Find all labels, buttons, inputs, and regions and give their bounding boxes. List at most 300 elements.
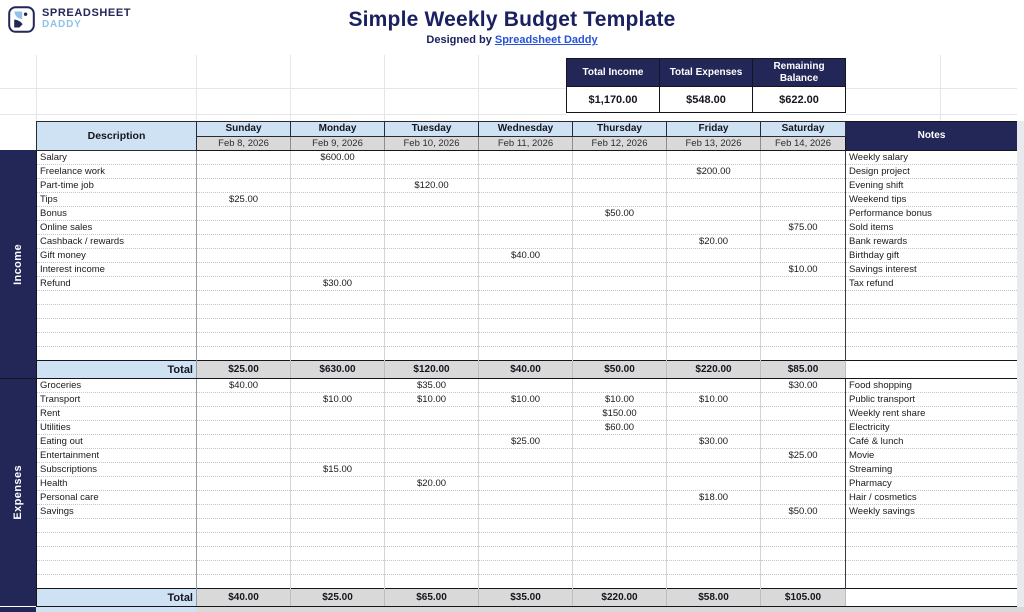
value-cell[interactable] — [479, 491, 573, 505]
value-cell[interactable] — [197, 547, 291, 561]
summary-value-total-expenses[interactable]: $548.00 — [660, 87, 753, 113]
value-cell[interactable] — [667, 249, 761, 263]
day-header-monday[interactable]: Monday — [291, 122, 385, 137]
value-cell[interactable] — [761, 463, 846, 477]
value-cell[interactable] — [385, 165, 479, 179]
value-cell[interactable] — [573, 333, 667, 347]
summary-header-total-income[interactable]: Total Income — [567, 59, 660, 87]
total-value-cell[interactable]: $630.00 — [291, 361, 385, 379]
value-cell[interactable] — [197, 477, 291, 491]
day-header-friday[interactable]: Friday — [667, 122, 761, 137]
note-cell[interactable]: Food shopping — [846, 379, 1018, 393]
value-cell[interactable] — [761, 179, 846, 193]
value-cell[interactable] — [291, 477, 385, 491]
value-cell[interactable] — [479, 179, 573, 193]
value-cell[interactable] — [197, 249, 291, 263]
description-cell[interactable]: Online sales — [37, 221, 197, 235]
value-cell[interactable] — [291, 193, 385, 207]
value-cell[interactable] — [197, 421, 291, 435]
note-cell[interactable]: Hair / cosmetics — [846, 491, 1018, 505]
value-cell[interactable] — [479, 547, 573, 561]
description-cell[interactable]: Salary — [37, 151, 197, 165]
value-cell[interactable] — [291, 305, 385, 319]
description-cell[interactable]: Rent — [37, 407, 197, 421]
note-cell[interactable] — [846, 319, 1018, 333]
value-cell[interactable] — [573, 463, 667, 477]
value-cell[interactable] — [385, 421, 479, 435]
day-header-saturday[interactable]: Saturday — [761, 122, 846, 137]
value-cell[interactable] — [479, 235, 573, 249]
value-cell[interactable] — [479, 505, 573, 519]
value-cell[interactable] — [197, 291, 291, 305]
value-cell[interactable]: $35.00 — [385, 379, 479, 393]
description-cell[interactable]: Entertainment — [37, 449, 197, 463]
value-cell[interactable]: $50.00 — [761, 505, 846, 519]
value-cell[interactable] — [761, 277, 846, 291]
note-cell[interactable]: Weekly rent share — [846, 407, 1018, 421]
value-cell[interactable] — [479, 165, 573, 179]
value-cell[interactable] — [667, 519, 761, 533]
value-cell[interactable] — [479, 379, 573, 393]
value-cell[interactable] — [197, 533, 291, 547]
value-cell[interactable] — [291, 561, 385, 575]
value-cell[interactable]: $15.00 — [291, 463, 385, 477]
note-cell[interactable]: Streaming — [846, 463, 1018, 477]
value-cell[interactable] — [479, 407, 573, 421]
value-cell[interactable] — [573, 347, 667, 361]
value-cell[interactable] — [385, 505, 479, 519]
value-cell[interactable] — [291, 505, 385, 519]
description-cell[interactable]: Refund — [37, 277, 197, 291]
note-cell[interactable] — [846, 547, 1018, 561]
value-cell[interactable] — [761, 421, 846, 435]
value-cell[interactable] — [197, 407, 291, 421]
value-cell[interactable] — [197, 435, 291, 449]
value-cell[interactable] — [479, 221, 573, 235]
value-cell[interactable]: $25.00 — [197, 193, 291, 207]
value-cell[interactable] — [291, 249, 385, 263]
value-cell[interactable] — [761, 193, 846, 207]
description-header[interactable]: Description — [37, 122, 197, 151]
description-cell[interactable] — [37, 347, 197, 361]
value-cell[interactable] — [197, 277, 291, 291]
value-cell[interactable] — [291, 379, 385, 393]
value-cell[interactable] — [385, 319, 479, 333]
value-cell[interactable] — [479, 151, 573, 165]
note-cell[interactable]: Movie — [846, 449, 1018, 463]
value-cell[interactable] — [291, 421, 385, 435]
description-cell[interactable]: Tips — [37, 193, 197, 207]
value-cell[interactable] — [291, 179, 385, 193]
total-value-cell[interactable]: $85.00 — [761, 361, 846, 379]
value-cell[interactable] — [573, 151, 667, 165]
total-value-cell[interactable]: $120.00 — [385, 361, 479, 379]
value-cell[interactable] — [197, 235, 291, 249]
value-cell[interactable] — [667, 151, 761, 165]
value-cell[interactable] — [197, 179, 291, 193]
description-cell[interactable] — [37, 319, 197, 333]
total-label-cell[interactable]: Total — [37, 361, 197, 379]
value-cell[interactable] — [479, 575, 573, 589]
value-cell[interactable] — [667, 547, 761, 561]
value-cell[interactable] — [385, 193, 479, 207]
value-cell[interactable] — [197, 505, 291, 519]
value-cell[interactable] — [385, 263, 479, 277]
note-cell[interactable] — [846, 519, 1018, 533]
total-label-cell[interactable]: Total — [37, 589, 197, 607]
value-cell[interactable]: $50.00 — [573, 207, 667, 221]
value-cell[interactable] — [667, 263, 761, 277]
value-cell[interactable] — [667, 193, 761, 207]
value-cell[interactable] — [573, 561, 667, 575]
value-cell[interactable] — [479, 207, 573, 221]
description-cell[interactable]: Interest income — [37, 263, 197, 277]
value-cell[interactable] — [761, 547, 846, 561]
note-cell[interactable]: Sold items — [846, 221, 1018, 235]
description-cell[interactable]: Subscriptions — [37, 463, 197, 477]
description-cell[interactable]: Personal care — [37, 491, 197, 505]
description-cell[interactable]: Transport — [37, 393, 197, 407]
note-cell[interactable] — [846, 533, 1018, 547]
value-cell[interactable] — [573, 235, 667, 249]
value-cell[interactable] — [385, 277, 479, 291]
value-cell[interactable] — [385, 249, 479, 263]
note-cell[interactable]: Electricity — [846, 421, 1018, 435]
value-cell[interactable]: $150.00 — [573, 407, 667, 421]
value-cell[interactable] — [573, 505, 667, 519]
value-cell[interactable] — [761, 249, 846, 263]
value-cell[interactable]: $10.00 — [667, 393, 761, 407]
total-value-cell[interactable]: $25.00 — [197, 361, 291, 379]
value-cell[interactable] — [761, 207, 846, 221]
value-cell[interactable] — [761, 347, 846, 361]
value-cell[interactable] — [573, 305, 667, 319]
value-cell[interactable] — [197, 165, 291, 179]
value-cell[interactable] — [667, 207, 761, 221]
value-cell[interactable]: $30.00 — [761, 379, 846, 393]
value-cell[interactable] — [291, 333, 385, 347]
total-note-cell[interactable] — [846, 589, 1018, 607]
total-value-cell[interactable]: $105.00 — [761, 589, 846, 607]
note-cell[interactable]: Savings interest — [846, 263, 1018, 277]
description-cell[interactable]: Freelance work — [37, 165, 197, 179]
value-cell[interactable] — [385, 561, 479, 575]
value-cell[interactable] — [197, 263, 291, 277]
value-cell[interactable] — [291, 319, 385, 333]
description-cell[interactable] — [37, 305, 197, 319]
description-cell[interactable]: Groceries — [37, 379, 197, 393]
value-cell[interactable] — [573, 547, 667, 561]
value-cell[interactable]: $120.00 — [385, 179, 479, 193]
description-cell[interactable] — [37, 547, 197, 561]
value-cell[interactable] — [667, 575, 761, 589]
description-cell[interactable] — [37, 333, 197, 347]
value-cell[interactable] — [667, 305, 761, 319]
value-cell[interactable] — [291, 407, 385, 421]
total-value-cell[interactable]: $220.00 — [573, 589, 667, 607]
value-cell[interactable]: $20.00 — [385, 477, 479, 491]
note-cell[interactable]: Evening shift — [846, 179, 1018, 193]
description-cell[interactable]: Part-time job — [37, 179, 197, 193]
value-cell[interactable] — [385, 491, 479, 505]
total-value-cell[interactable]: $35.00 — [479, 589, 573, 607]
value-cell[interactable] — [197, 575, 291, 589]
note-cell[interactable]: Performance bonus — [846, 207, 1018, 221]
value-cell[interactable]: $600.00 — [291, 151, 385, 165]
value-cell[interactable] — [197, 519, 291, 533]
value-cell[interactable] — [479, 519, 573, 533]
value-cell[interactable] — [761, 165, 846, 179]
value-cell[interactable]: $75.00 — [761, 221, 846, 235]
value-cell[interactable] — [667, 449, 761, 463]
note-cell[interactable] — [846, 575, 1018, 589]
value-cell[interactable] — [291, 207, 385, 221]
description-cell[interactable]: Utilities — [37, 421, 197, 435]
value-cell[interactable] — [667, 319, 761, 333]
day-header-thursday[interactable]: Thursday — [573, 122, 667, 137]
day-header-wednesday[interactable]: Wednesday — [479, 122, 573, 137]
value-cell[interactable] — [761, 519, 846, 533]
value-cell[interactable]: $10.00 — [385, 393, 479, 407]
value-cell[interactable] — [573, 449, 667, 463]
note-cell[interactable]: Birthday gift — [846, 249, 1018, 263]
description-cell[interactable]: Health — [37, 477, 197, 491]
note-cell[interactable]: Weekly salary — [846, 151, 1018, 165]
description-cell[interactable]: Gift money — [37, 249, 197, 263]
summary-header-total-expenses[interactable]: Total Expenses — [660, 59, 753, 87]
value-cell[interactable] — [667, 179, 761, 193]
value-cell[interactable] — [479, 347, 573, 361]
value-cell[interactable] — [573, 193, 667, 207]
value-cell[interactable]: $60.00 — [573, 421, 667, 435]
value-cell[interactable] — [573, 519, 667, 533]
spreadsheet-daddy-link[interactable]: Spreadsheet Daddy — [494, 34, 598, 46]
value-cell[interactable] — [291, 291, 385, 305]
value-cell[interactable] — [573, 533, 667, 547]
value-cell[interactable] — [291, 575, 385, 589]
value-cell[interactable] — [573, 179, 667, 193]
value-cell[interactable] — [291, 347, 385, 361]
value-cell[interactable] — [479, 449, 573, 463]
value-cell[interactable] — [291, 491, 385, 505]
value-cell[interactable] — [385, 575, 479, 589]
value-cell[interactable] — [385, 519, 479, 533]
total-value-cell[interactable]: $58.00 — [667, 589, 761, 607]
value-cell[interactable] — [761, 575, 846, 589]
date-header[interactable]: Feb 11, 2026 — [479, 137, 573, 151]
value-cell[interactable] — [197, 305, 291, 319]
note-cell[interactable] — [846, 291, 1018, 305]
note-cell[interactable]: Café & lunch — [846, 435, 1018, 449]
value-cell[interactable] — [667, 533, 761, 547]
value-cell[interactable] — [479, 333, 573, 347]
value-cell[interactable] — [573, 491, 667, 505]
note-cell[interactable]: Tax refund — [846, 277, 1018, 291]
value-cell[interactable]: $25.00 — [761, 449, 846, 463]
value-cell[interactable] — [291, 449, 385, 463]
value-cell[interactable] — [197, 449, 291, 463]
note-cell[interactable]: Weekly savings — [846, 505, 1018, 519]
value-cell[interactable] — [479, 263, 573, 277]
value-cell[interactable]: $18.00 — [667, 491, 761, 505]
value-cell[interactable] — [761, 235, 846, 249]
value-cell[interactable] — [667, 463, 761, 477]
description-cell[interactable]: Eating out — [37, 435, 197, 449]
description-cell[interactable]: Cashback / rewards — [37, 235, 197, 249]
value-cell[interactable] — [479, 561, 573, 575]
value-cell[interactable] — [385, 305, 479, 319]
value-cell[interactable] — [761, 435, 846, 449]
value-cell[interactable]: $200.00 — [667, 165, 761, 179]
value-cell[interactable] — [385, 151, 479, 165]
date-header[interactable]: Feb 8, 2026 — [197, 137, 291, 151]
value-cell[interactable] — [761, 477, 846, 491]
value-cell[interactable] — [573, 277, 667, 291]
note-cell[interactable]: Bank rewards — [846, 235, 1018, 249]
value-cell[interactable] — [761, 393, 846, 407]
value-cell[interactable] — [667, 421, 761, 435]
value-cell[interactable] — [197, 561, 291, 575]
value-cell[interactable] — [479, 477, 573, 491]
total-value-cell[interactable]: $40.00 — [479, 361, 573, 379]
value-cell[interactable] — [291, 435, 385, 449]
value-cell[interactable]: $20.00 — [667, 235, 761, 249]
description-cell[interactable]: Bonus — [37, 207, 197, 221]
value-cell[interactable] — [197, 207, 291, 221]
value-cell[interactable] — [573, 249, 667, 263]
total-note-cell[interactable] — [846, 361, 1018, 379]
description-cell[interactable] — [37, 575, 197, 589]
value-cell[interactable] — [385, 291, 479, 305]
total-value-cell[interactable]: $50.00 — [573, 361, 667, 379]
value-cell[interactable] — [479, 421, 573, 435]
value-cell[interactable] — [573, 319, 667, 333]
value-cell[interactable] — [385, 221, 479, 235]
value-cell[interactable] — [385, 533, 479, 547]
value-cell[interactable] — [291, 165, 385, 179]
value-cell[interactable] — [385, 463, 479, 477]
value-cell[interactable]: $10.00 — [573, 393, 667, 407]
description-cell[interactable]: Savings — [37, 505, 197, 519]
value-cell[interactable] — [667, 407, 761, 421]
value-cell[interactable] — [197, 491, 291, 505]
total-value-cell[interactable]: $65.00 — [385, 589, 479, 607]
value-cell[interactable] — [667, 333, 761, 347]
expenses-section-band[interactable] — [0, 378, 36, 606]
value-cell[interactable] — [573, 263, 667, 277]
description-cell[interactable] — [37, 291, 197, 305]
value-cell[interactable] — [761, 533, 846, 547]
description-cell[interactable] — [37, 533, 197, 547]
value-cell[interactable] — [385, 207, 479, 221]
value-cell[interactable] — [197, 463, 291, 477]
value-cell[interactable] — [385, 435, 479, 449]
description-cell[interactable] — [37, 561, 197, 575]
note-cell[interactable] — [846, 305, 1018, 319]
value-cell[interactable] — [761, 491, 846, 505]
value-cell[interactable] — [573, 221, 667, 235]
value-cell[interactable] — [667, 379, 761, 393]
note-cell[interactable]: Design project — [846, 165, 1018, 179]
value-cell[interactable] — [479, 319, 573, 333]
value-cell[interactable] — [197, 393, 291, 407]
value-cell[interactable] — [761, 561, 846, 575]
value-cell[interactable] — [667, 291, 761, 305]
value-cell[interactable] — [197, 221, 291, 235]
value-cell[interactable] — [667, 477, 761, 491]
value-cell[interactable] — [479, 463, 573, 477]
value-cell[interactable] — [385, 235, 479, 249]
value-cell[interactable] — [385, 347, 479, 361]
value-cell[interactable]: $10.00 — [761, 263, 846, 277]
value-cell[interactable]: $10.00 — [479, 393, 573, 407]
value-cell[interactable]: $25.00 — [479, 435, 573, 449]
date-header[interactable]: Feb 14, 2026 — [761, 137, 846, 151]
value-cell[interactable] — [479, 277, 573, 291]
value-cell[interactable] — [667, 505, 761, 519]
value-cell[interactable] — [761, 305, 846, 319]
day-header-sunday[interactable]: Sunday — [197, 122, 291, 137]
value-cell[interactable] — [291, 221, 385, 235]
date-header[interactable]: Feb 12, 2026 — [573, 137, 667, 151]
value-cell[interactable] — [761, 333, 846, 347]
value-cell[interactable] — [479, 305, 573, 319]
value-cell[interactable] — [573, 379, 667, 393]
value-cell[interactable] — [385, 333, 479, 347]
note-cell[interactable] — [846, 333, 1018, 347]
total-value-cell[interactable]: $40.00 — [197, 589, 291, 607]
value-cell[interactable] — [291, 519, 385, 533]
value-cell[interactable] — [479, 193, 573, 207]
value-cell[interactable] — [667, 347, 761, 361]
value-cell[interactable]: $40.00 — [197, 379, 291, 393]
note-cell[interactable]: Pharmacy — [846, 477, 1018, 491]
value-cell[interactable] — [291, 533, 385, 547]
day-header-tuesday[interactable]: Tuesday — [385, 122, 479, 137]
value-cell[interactable] — [197, 347, 291, 361]
value-cell[interactable]: $40.00 — [479, 249, 573, 263]
value-cell[interactable] — [573, 291, 667, 305]
total-value-cell[interactable]: $220.00 — [667, 361, 761, 379]
value-cell[interactable] — [479, 291, 573, 305]
value-cell[interactable] — [385, 449, 479, 463]
value-cell[interactable] — [761, 407, 846, 421]
value-cell[interactable] — [573, 435, 667, 449]
notes-header[interactable]: Notes — [846, 122, 1018, 151]
value-cell[interactable] — [573, 575, 667, 589]
date-header[interactable]: Feb 9, 2026 — [291, 137, 385, 151]
summary-value-total-income[interactable]: $1,170.00 — [567, 87, 660, 113]
value-cell[interactable] — [291, 235, 385, 249]
value-cell[interactable] — [385, 407, 479, 421]
value-cell[interactable] — [291, 547, 385, 561]
value-cell[interactable] — [385, 547, 479, 561]
value-cell[interactable] — [667, 221, 761, 235]
value-cell[interactable]: $10.00 — [291, 393, 385, 407]
value-cell[interactable] — [667, 277, 761, 291]
value-cell[interactable] — [573, 477, 667, 491]
value-cell[interactable]: $30.00 — [667, 435, 761, 449]
summary-header-remaining-balance[interactable]: Remaining Balance — [753, 59, 846, 87]
description-cell[interactable] — [37, 519, 197, 533]
value-cell[interactable] — [761, 151, 846, 165]
value-cell[interactable] — [291, 263, 385, 277]
note-cell[interactable] — [846, 347, 1018, 361]
note-cell[interactable]: Weekend tips — [846, 193, 1018, 207]
value-cell[interactable] — [197, 333, 291, 347]
value-cell[interactable] — [761, 291, 846, 305]
note-cell[interactable]: Public transport — [846, 393, 1018, 407]
